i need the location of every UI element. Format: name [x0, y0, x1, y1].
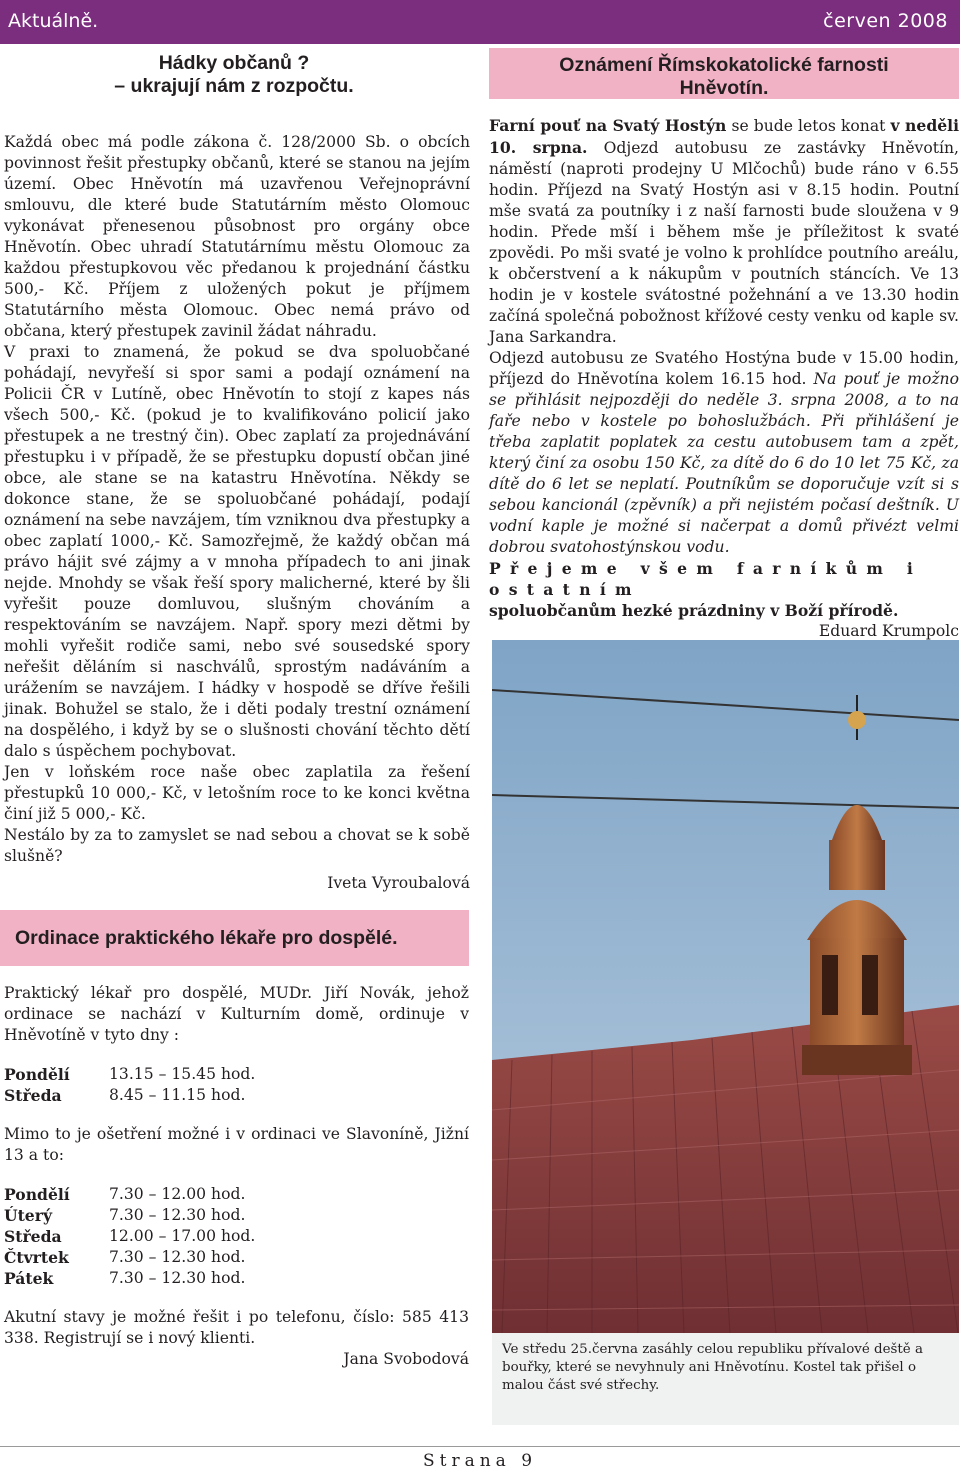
- left-paragraph-4: Nestálo by za to zamyslet se nad sebou a chovat se k sobě slušně?: [4, 826, 470, 865]
- left-paragraph-1: Každá obec má podle zákona č. 128/2000 Sb. o obcích povinnost řešit přestupky občanů, které se stanou na jejím území. Obec Hněvotín má uzavřenou Veřejnoprávní smlouvu, dle které bude Statutárním město Olomouc vykonávat přenesenou působnost pro orgány obce Hněvotín. Obec uhradí Statutárnímu městu Olomouc za každou přestupkovou věc předanou k projednání částku 500,- Kč. Příjem z uložených pokut je příjmem Statutárního města Olomouc. Obec nemá právo od občana, který přestupek zavinil žádat náhradu.: [4, 133, 470, 340]
- doctor-section: [4, 983, 469, 1370]
- right-article: [489, 48, 959, 642]
- right-author: Eduard Krumpolc: [818, 622, 959, 640]
- wish-spaced: Přejeme všem farníkům i ostatním: [489, 559, 923, 599]
- hours-day: Pondělí: [4, 1065, 70, 1084]
- right-article-body: [489, 115, 959, 642]
- right-article-title: Oznámení Římskokatolické farnosti Hněvotín.: [489, 48, 959, 99]
- page-number: Strana 9: [422, 1451, 538, 1471]
- hnevotin-hours: [4, 1064, 469, 1106]
- hours-row: [4, 1247, 469, 1268]
- hours-row: [4, 1268, 469, 1289]
- hours-day: Úterý: [4, 1206, 52, 1225]
- hours-day: Pondělí: [4, 1185, 70, 1204]
- hours-time: 7.30 – 12.30 hod.: [109, 1248, 246, 1266]
- hours-time: 7.30 – 12.00 hod.: [109, 1185, 246, 1203]
- right-paragraph-1: Farní pouť na Svatý Hostýn se bude letos konat v neděli 10. srpna. Odjezd autobusu ze zastávky Hněvotín, náměstí (naproti prodejny U Mlčochů) bude ráno v 6.55 hodin. Příjezd na Svatý Hostýn asi v 8.15 hodin. Poutní mše svatá za poutníky i z naší farnosti bude sloužena v 9 hodin. Přede mší i během mše je příležitost k svaté zpovědi. Po mši svaté je volno k prohlídce poutního areálu, k občerstvení a k nákupům v poutních stáncích. Ve 13 hodin je v kostele svátostné požehnání a ve 13.30 hodin začíná společná pobožnost křížové cesty venku od kaple sv. Jana Sarkandra.: [489, 116, 960, 346]
- hours-row: [4, 1085, 469, 1106]
- hours-day: Středa: [4, 1227, 62, 1246]
- issue-date: červen 2008: [823, 10, 948, 32]
- page-header: [0, 0, 960, 44]
- church-photo-image: [492, 640, 959, 1333]
- hours-day: Pátek: [4, 1269, 54, 1288]
- hours-time: 8.45 – 11.15 hod.: [109, 1086, 246, 1104]
- doctor-title: Ordinace praktického lékaře pro dospělé.: [0, 910, 469, 966]
- left-paragraph-2: V praxi to znamená, že pokud se dva spoluobčané pohádají, nevyřeší si spor sami a podají oznámení na Policii ČR v Lutíně, obec Hněvotín to stojí z kapes nás všech 500,- Kč. (pokud je to kvalifikováno policií jako přestupek a ne trestný čin). Obec zaplatí za projednávání přestupku i v případě, že se přestupku dopustí občan jiné obce, ale stane se na katastru Hněvotína. Někdy se dokonce stane, že se spoluobčané pohádají, podají oznámení na sebe navzájem, tím vzniknou dva přestupky a obec zaplatí 1000,- Kč. Samozřejmě, že každý občan má právo hájit své zájmy a v mnoha případech to ani jinak nejde. Mnohdy se však řeší spory malicherné, které by šli vyřešit pouze domluvou, slušným chováním a respektováním se navzájem. Např. spory mezi dětmi by mohli vyřešit rodiče sami, nebo své sousedské spory neřešit děláním si naschválů, sprostým nadáváním a urážením se navzájem. I hádky v hospodě se dříve řešili jinak. Bohužel se stalo, že i děti podaly trestní oznámení na dospělého, i když by se o slušnosti chování těchto dětí dalo s úspěchem pochybovat.: [4, 343, 470, 760]
- right-paragraph-2: Odjezd autobusu ze Svatého Hostýna bude v 15.00 hodin, příjezd do Hněvotína kolem 16.15 hod. Na pouť je možno se přihlásit nejpozději do neděle 3. srpna 2008, a to na faře nebo v kostele po bohoslužbách. Při přihlášení je třeba zaplatit poplatek za cestu autobusem tam a zpět, který činí za osobu 150 Kč, za dítě do 6 do 10 let 75 Kč, za dítě do 6 let se neplatí. Poutníkům se doporučuje vzít si s sebou kancionál (zpěvník) a při nejistém počasí deštník. U vodní kaple je možné si načerpat a domů přivézt velmi dobrou svatohostýnskou vodu.: [489, 349, 959, 556]
- slavonin-hours: [4, 1184, 469, 1289]
- hours-time: 13.15 – 15.45 hod.: [109, 1065, 256, 1083]
- left-article-title: Hádky občanů ? – ukrajují nám z rozpočtu.: [114, 52, 354, 97]
- church-photo: [492, 640, 959, 1333]
- photo-caption: Ve středu 25.června zasáhly celou republiku přívalové deště a bouřky, které se nevyhnuly ani Hněvotínu. Kostel tak přišel o malou část své střechy.: [492, 1333, 959, 1425]
- doctor-intro: Praktický lékař pro dospělé, MUDr. Jiří Novák, jehož ordinace se nachází v Kulturním domě, ordinuje v Hněvotíně v tyto dny :: [4, 984, 469, 1044]
- hours-time: 7.30 – 12.30 hod.: [109, 1269, 246, 1287]
- left-author: Iveta Vyroubalová: [327, 874, 470, 892]
- hours-day: Čtvrtek: [4, 1248, 69, 1267]
- hours-row: [4, 1184, 469, 1205]
- left-paragraph-3: Jen v loňském roce naše obec zaplatila za řešení přestupků 10 000,- Kč, v letošním roce to ke konci května činí již 5 000,- Kč.: [4, 763, 470, 823]
- hours-row: [4, 1205, 469, 1226]
- hours-row: [4, 1064, 469, 1085]
- section-name: Aktuálně.: [8, 10, 99, 32]
- slavonin-intro: Mimo to je ošetření možné i v ordinaci ve Slavoníně, Jižní 13 a to:: [4, 1125, 469, 1164]
- acute-note: Akutní stavy je možné řešit i po telefonu, číslo: 585 413 338. Registrují se i nový klienti.: [4, 1308, 469, 1347]
- footer-divider: [0, 1446, 960, 1447]
- hours-day: Středa: [4, 1086, 62, 1105]
- hours-time: 12.00 – 17.00 hod.: [109, 1227, 256, 1245]
- hours-row: [4, 1226, 469, 1247]
- doctor-author: Jana Svobodová: [343, 1350, 469, 1368]
- wish-bold: spoluobčanům hezké prázdniny v Boží přírodě.: [489, 601, 899, 620]
- hours-time: 7.30 – 12.30 hod.: [109, 1206, 246, 1224]
- left-article: [4, 48, 470, 894]
